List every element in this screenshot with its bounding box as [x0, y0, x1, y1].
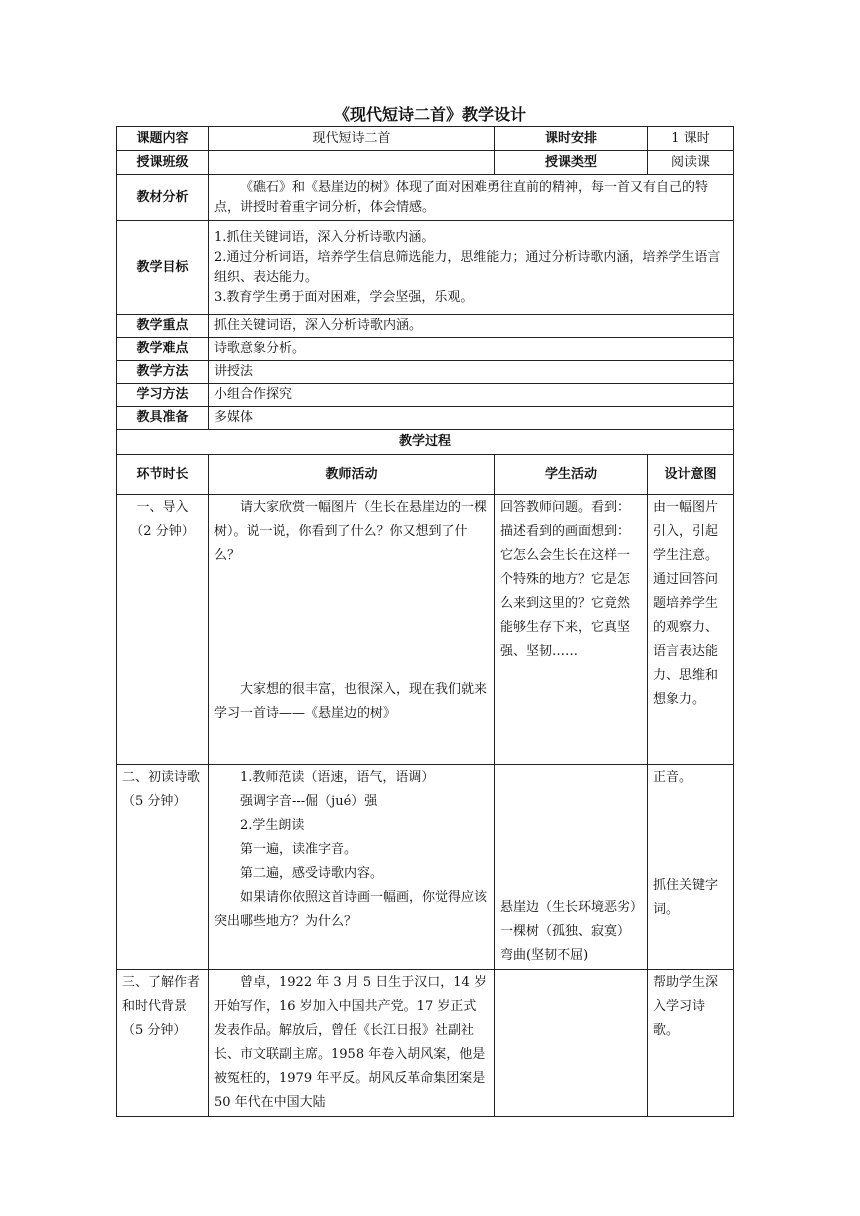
- stage-2-cell: [117, 765, 209, 970]
- difficulty-label: 教学难点: [117, 338, 209, 361]
- stage-2-teacher-5: 第二遍，感受诗歌内容。: [240, 866, 384, 881]
- learn-value: 小组合作探究: [209, 384, 734, 407]
- difficulty-value: 诗歌意象分析。: [209, 338, 734, 361]
- tools-value: 多媒体: [209, 407, 734, 430]
- goals-label: 教学目标: [117, 221, 209, 315]
- stage-2-teacher-4: 第一遍，读准字音。: [240, 842, 358, 857]
- topic-value: 现代短诗二首: [209, 127, 495, 151]
- row-method: [117, 361, 734, 384]
- class-value: [209, 151, 495, 175]
- stage-2-teacher: [209, 765, 495, 970]
- goal-item: 2.通过分析词语，培养学生信息筛选能力，思维能力；通过分析诗歌内涵，培养学生语言组织、表达能力。: [214, 249, 721, 285]
- topic-label: 课题内容: [117, 127, 209, 151]
- goal-item: 3.教育学生勇于面对困难，学会坚强，乐观。: [214, 289, 474, 305]
- column-header: 设计意图: [648, 455, 734, 495]
- lesson-plan-table: [116, 126, 734, 1117]
- method-label: 教学方法: [117, 361, 209, 384]
- row-difficulty: [117, 338, 734, 361]
- goals-list: [209, 221, 734, 315]
- column-header: 学生活动: [495, 455, 648, 495]
- stage-1-teacher: [209, 495, 495, 765]
- stage-3-cell: [117, 970, 209, 1117]
- stage-3-time: （5 分钟）: [122, 1023, 187, 1038]
- stage-2-student-2: 一棵树（孤独、寂寞）: [500, 924, 631, 939]
- row-analysis: [117, 175, 734, 221]
- stage-2-student-3: 弯曲(坚韧不屈): [500, 948, 589, 963]
- row-topic: [117, 127, 734, 151]
- row-process-columns: [117, 455, 734, 495]
- stage-2-time: （5 分钟）: [122, 794, 187, 809]
- row-learn: [117, 384, 734, 407]
- row-class: [117, 151, 734, 175]
- stage-1-time: （2 分钟）: [130, 524, 195, 539]
- document-title: 《现代短诗二首》教学设计: [333, 105, 526, 124]
- stage-2-teacher-2: 强调字音---倔（jué）强: [240, 794, 378, 809]
- row-process-heading: [117, 430, 734, 455]
- column-header: 环节时长: [117, 455, 209, 495]
- stage-3-student: [495, 970, 648, 1117]
- stage-1-name: 一、导入: [136, 500, 189, 515]
- method-value: 讲授法: [209, 361, 734, 384]
- analysis-text: 《礁石》和《悬崖边的树》体现了面对困难勇往直前的精神，每一首又有自己的特点，讲授时着重字词分析，体会情感。: [209, 175, 734, 221]
- stage-row-3: [117, 970, 734, 1117]
- stage-1-teacher-a: 请大家欣赏一幅图片（生长在悬崖边的一棵树）。说一说，你看到了什么？你又想到了什么？: [214, 500, 488, 563]
- stage-2-student-1: 悬崖边（生长环境恶劣）: [500, 900, 644, 915]
- tools-label: 教具准备: [117, 407, 209, 430]
- stage-1-teacher-b: 大家想的很丰富，也很深入，现在我们就来学习一首诗——《悬崖边的树》: [214, 682, 488, 721]
- stage-2-teacher-1: 1.教师范读（语速，语气，语调）: [240, 770, 435, 785]
- learn-label: 学习方法: [117, 384, 209, 407]
- goal-item: 1.抓住关键词语，深入分析诗歌内涵。: [214, 229, 435, 245]
- stage-2-name: 二、初读诗歌: [122, 770, 201, 785]
- key-value: 抓住关键词语，深入分析诗歌内涵。: [209, 315, 734, 338]
- analysis-label: 教材分析: [117, 175, 209, 221]
- hours-value: 1 课时: [648, 127, 734, 151]
- stage-2-student: [495, 765, 648, 970]
- row-tools: [117, 407, 734, 430]
- stage-2-intent-1: 正音。: [653, 770, 693, 785]
- stage-1-cell: [117, 495, 209, 765]
- type-value: 阅读课: [648, 151, 734, 175]
- stage-1-intent: 由一幅图片引入，引起学生注意。通过回答问题培养学生的观察力、语言表达能力、思维和想象力。: [648, 495, 734, 765]
- process-heading: 教学过程: [117, 430, 734, 455]
- row-key: [117, 315, 734, 338]
- stage-row-1: [117, 495, 734, 765]
- stage-1-student: 回答教师问题。看到：描述看到的画面想到：它怎么会生长在这样一个特殊的地方？它是怎么来到这里的？它竟然能够生存下来，它真坚强、坚韧……: [495, 495, 648, 765]
- stage-2-teacher-3: 2.学生朗读: [240, 818, 305, 833]
- type-label: 授课类型: [495, 151, 648, 175]
- column-header: 教师活动: [209, 455, 495, 495]
- stage-2-intent: [648, 765, 734, 970]
- stage-3-name: 三、了解作者和时代背景: [122, 975, 201, 1014]
- stage-3-intent: 帮助学生深入学习诗歌。: [648, 970, 734, 1117]
- stage-3-teacher: 曾卓，1922 年 3 月 5 日生于汉口，14 岁开始写作，16 岁加入中国共产党。17 岁正式发表作品。解放后，曾任《长江日报》社副社长、市文联副主席。1958 年卷入胡风案，他是被冤枉的，1979 年平反。胡风反革命集团案是 50 年代在中国大陆: [209, 970, 495, 1117]
- class-label: 授课班级: [117, 151, 209, 175]
- stage-2-intent-2: 抓住关键字词。: [653, 878, 719, 917]
- hours-label: 课时安排: [495, 127, 648, 151]
- row-goals: [117, 221, 734, 315]
- stage-row-2: [117, 765, 734, 970]
- key-label: 教学重点: [117, 315, 209, 338]
- stage-2-teacher-6: 如果请你依照这首诗画一幅画，你觉得应该突出哪些地方？为什么？: [214, 890, 488, 929]
